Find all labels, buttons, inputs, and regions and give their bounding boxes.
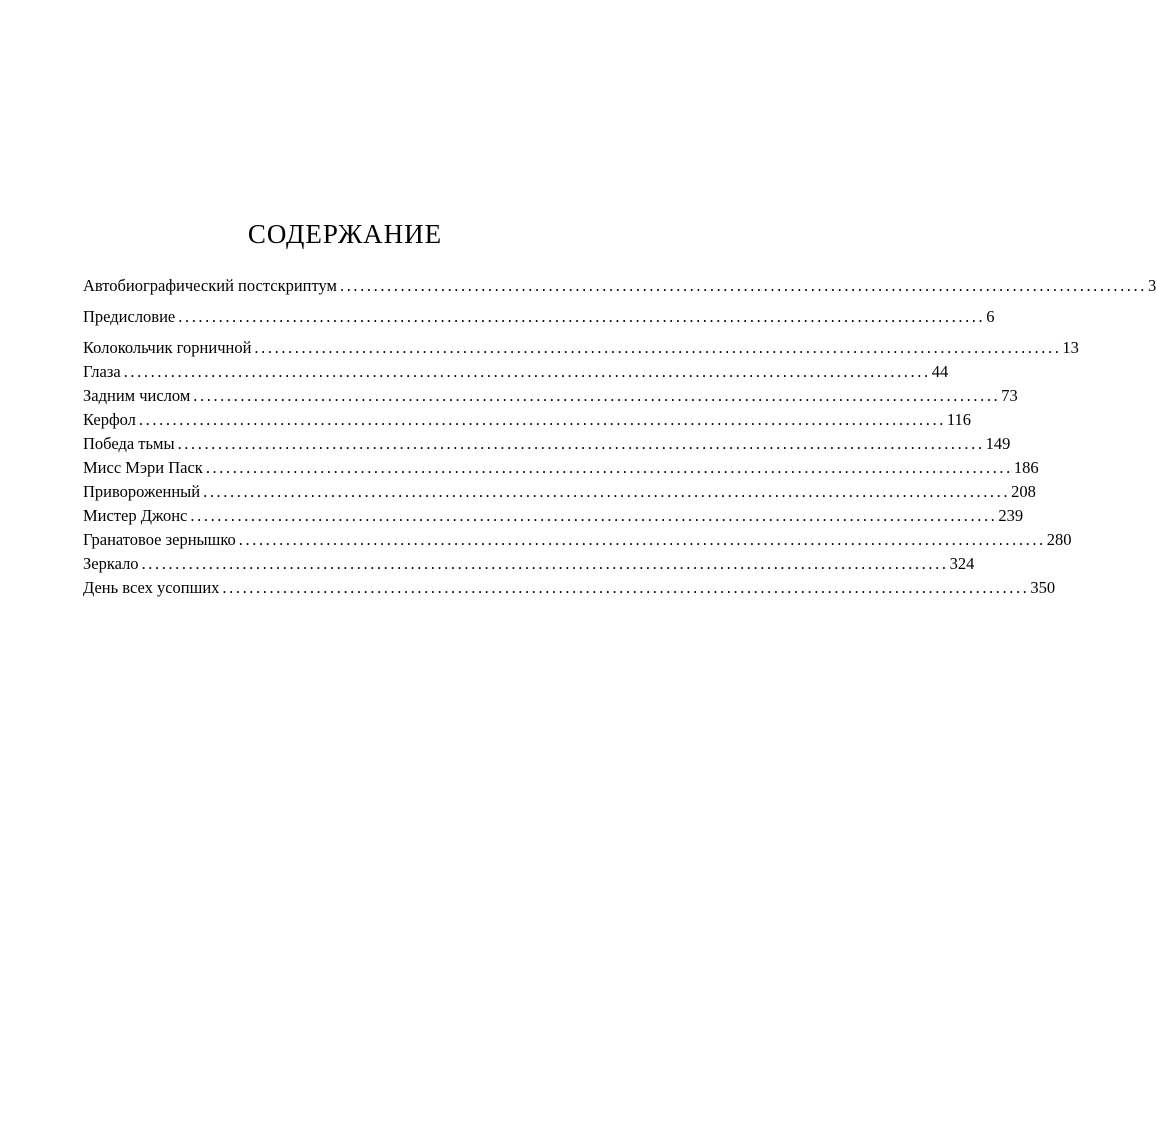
toc-entry-title: Мистер Джонс <box>83 506 188 525</box>
toc-entry-page: 186 <box>1013 458 1039 477</box>
toc-entry-title: Автобиографический постскриптум <box>83 276 337 295</box>
toc-entry <box>83 576 1056 600</box>
toc-dot-leader: ........................................................................................................................ <box>178 307 986 326</box>
toc-entry-title: Гранатовое зернышко <box>83 530 236 549</box>
toc-entry <box>83 336 1079 360</box>
toc-entry-title: Колокольчик горничной <box>83 338 252 357</box>
toc-dot-leader: ........................................................................................................................ <box>141 554 949 573</box>
toc-entry <box>83 456 1039 480</box>
toc-entry <box>83 432 1011 456</box>
toc-entry-page: 44 <box>931 362 949 381</box>
toc-entry-title: Победа тьмы <box>83 434 175 453</box>
toc-entry-page: 149 <box>985 434 1011 453</box>
toc-entry-page: 3 <box>1147 276 1156 295</box>
toc-dot-leader: ........................................................................................................................ <box>123 362 931 381</box>
toc-dot-leader: ........................................................................................................................ <box>205 458 1013 477</box>
toc-dot-leader: ........................................................................................................................ <box>254 338 1062 357</box>
toc-entry-page: 13 <box>1062 338 1079 357</box>
toc-entry-title: Мисс Мэри Паск <box>83 458 203 477</box>
toc-dot-leader: ........................................................................................................................ <box>238 530 1046 549</box>
toc-entry <box>83 408 972 432</box>
toc-entry <box>83 528 1072 552</box>
page-title: СОДЕРЖАНИЕ <box>247 219 443 249</box>
table-of-contents <box>83 274 1156 600</box>
toc-entry-title: Глаза <box>83 362 121 381</box>
toc-entry-title: Предисловие <box>83 307 176 326</box>
toc-entry-title: Керфол <box>83 410 136 429</box>
toc-entry-page: 280 <box>1046 530 1072 549</box>
toc-entry <box>83 480 1036 504</box>
toc-entry-page: 73 <box>1001 386 1018 405</box>
toc-entry <box>83 384 1018 408</box>
toc-entry <box>83 552 975 576</box>
toc-entry-title: Привороженный <box>83 482 201 501</box>
toc-entry-page: 208 <box>1011 482 1036 501</box>
toc-dot-leader: ........................................................................................................................ <box>190 506 998 525</box>
toc-dot-leader: ........................................................................................................................ <box>177 434 985 453</box>
toc-dot-leader: ........................................................................................................................ <box>138 410 946 429</box>
toc-entry-page: 116 <box>946 410 972 429</box>
toc-dot-leader: ........................................................................................................................ <box>222 578 1030 597</box>
toc-dot-leader: ........................................................................................................................ <box>203 482 1011 501</box>
toc-entry <box>83 360 949 384</box>
toc-entry-title: День всех усопших <box>83 578 220 597</box>
toc-entry-page: 239 <box>998 506 1024 525</box>
toc-entry <box>83 305 995 329</box>
toc-dot-leader: ........................................................................................................................ <box>193 386 1001 405</box>
toc-entry-page: 324 <box>949 554 975 573</box>
toc-entry-page: 6 <box>986 307 995 326</box>
toc-entry <box>83 504 1024 528</box>
toc-entry-title: Задним числом <box>83 386 191 405</box>
toc-entry <box>83 274 1156 298</box>
toc-dot-leader: ........................................................................................................................ <box>339 276 1147 295</box>
toc-entry-title: Зеркало <box>83 554 139 573</box>
toc-entry-page: 350 <box>1030 578 1056 597</box>
